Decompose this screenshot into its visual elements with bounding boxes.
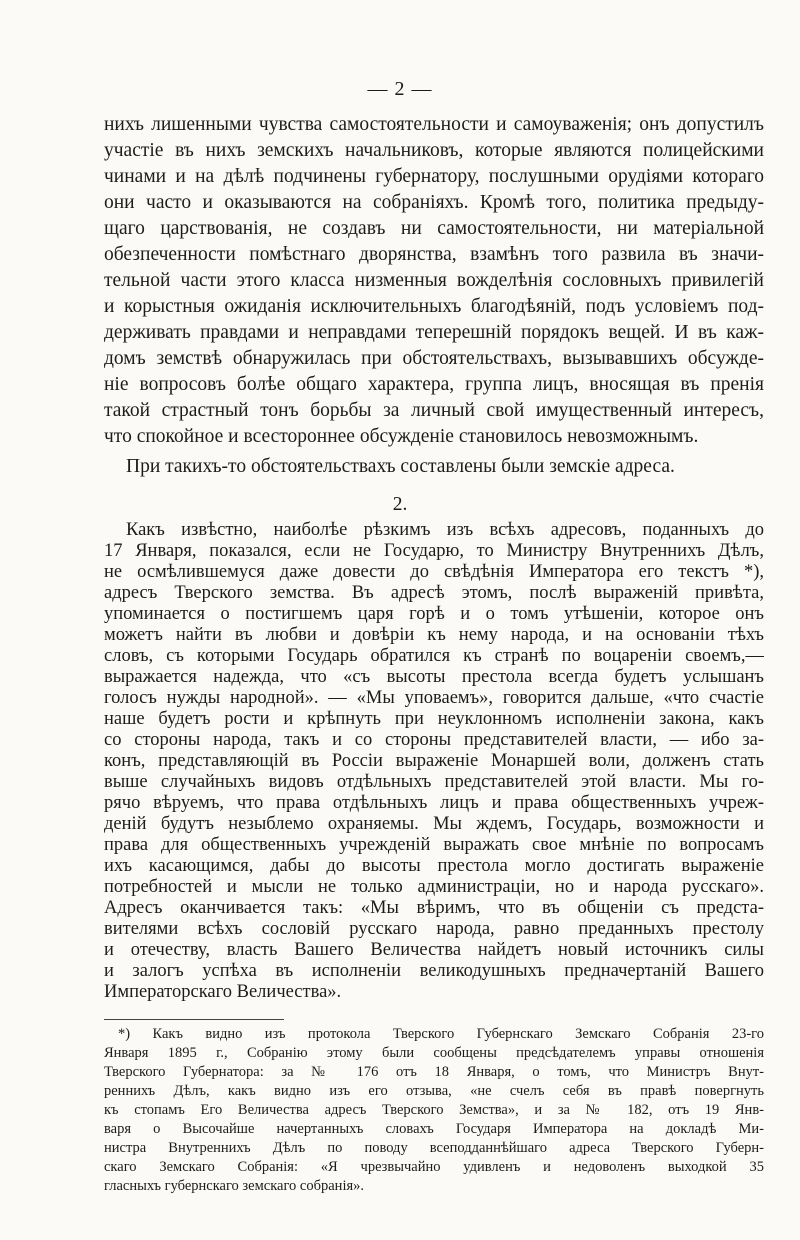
text-line: Адресъ оканчивается такъ: «Мы вѣримъ, что въ общеніи съ предста- [104,898,764,918]
footnote-divider [104,1019,284,1020]
text-line: что спокойное и всестороннее обсужденіе становилось невозможнымъ. [104,426,699,447]
text-line: деній будутъ незыблемо охраняемы. Мы ждемъ, Государь, возможности и [104,814,764,834]
text-line: участіе въ нихъ земскихъ начальниковъ, которые являются полицейскими [104,140,764,161]
text-line: и отечеству, власть Вашего Величества найдетъ новый источникъ силы [104,940,764,960]
text-line: со стороны народа, такъ и со стороны представителей власти, — ибо за- [104,730,764,750]
text-line: 17 Января, показался, если не Государю, то Министру Внутреннихъ Дѣлъ, [104,541,764,561]
text-line: не осмѣлившемуся даже довести до свѣдѣнія Императора его текстъ *), [104,562,764,582]
text-line: щаго царствованія, не создавъ ни самостоятельности, ни матеріальной [104,218,764,239]
footnote-line: Тверского Губернатора: за № 176 отъ 18 Января, о томъ, что Министръ Внут- [104,1064,764,1080]
text-line: нихъ лишенными чувства самостоятельности и самоуваженія; онъ допустилъ [104,114,764,135]
footnote-line: нистра Внутреннихъ Дѣлъ по поводу всеподданнѣйшаго адреса Тверского Губерн- [104,1140,764,1156]
text-line: Какъ извѣстно, наиболѣе рѣзкимъ изъ всѣхъ адресовъ, поданныхъ до [126,520,764,540]
text-line: словъ, съ которыми Государь обратился къ странѣ по воцареніи своемъ,— [104,646,764,666]
text-line: конъ, представляющій въ Россіи выраженіе Монаршей воли, долженъ стать [104,751,764,771]
text-line: чинами и на дѣлѣ подчинены губернатору, послушными орудіями котораго [104,166,764,187]
text-line: рячо вѣруемъ, что права отдѣльныхъ лицъ и права общественныхъ учреж- [104,793,764,813]
footnote-line: гласныхъ губернскаго земскаго собранія». [104,1178,365,1194]
footnote-line: Января 1895 г., Собранію этому были сообщены предсѣдателемъ управы отношенія [104,1045,764,1061]
text-line: и корыстныя ожиданія исключительныхъ благодѣяній, подъ условіемъ под- [104,296,764,317]
text-line: вителями всѣхъ сословій русскаго народа, равно преданныхъ престолу [104,919,764,939]
text-line: держивать правдами и неправдами теперешній порядокъ вещей. И въ каж- [104,322,764,343]
text-line: голосъ нужды народной». — «Мы уповаемъ», говорится дальше, «что счастіе [104,688,764,708]
text-line: они часто и оказываются на собраніяхъ. Кромѣ того, политика предыду- [104,192,764,213]
text-line: права для общественныхъ учрежденій выражать свое мнѣніе по вопросамъ [104,835,764,855]
page-number: — 2 — [367,78,433,100]
footnote-line: къ стопамъ Его Величества адресъ Тверского Земства», и за № 182, отъ 19 Янв- [104,1102,764,1118]
footnote-line: варя о Высочайше начертанныхъ словахъ Государя Императора на докладѣ Ми- [104,1121,764,1137]
text-line: выше случайныхъ видовъ отдѣльныхъ представителей этой власти. Мы го- [104,772,764,792]
text-line: адресъ Тверского земства. Въ адресѣ этомъ, послѣ выраженій привѣта, [104,583,764,603]
footnote-line: реннихъ Дѣлъ, какъ видно изъ его отзыва, «не счелъ себя въ правѣ повергнуть [104,1083,764,1099]
text-line: наше будетъ рости и крѣпнуть при неуклонномъ исполненіи закона, какъ [104,709,764,729]
text-line: такой страстный тонъ борьбы за личный свой имущественный интересъ, [104,400,764,421]
text-line: ніе вопросовъ болѣе общаго характера, группа лицъ, вносящая въ пренія [104,374,764,395]
footnote-line: скаго Земскаго Собранія: «Я чрезвычайно удивленъ и недоволенъ выходкой 35 [104,1159,764,1175]
text-line: обезпеченности помѣстнаго дворянства, взамѣнъ того развила въ значи- [104,244,764,265]
section-heading: 2. [392,494,408,515]
text-line: можетъ найти въ любви и довѣріи къ нему народа, и на основаніи тѣхъ [104,625,764,645]
text-line: домъ земствѣ обнаружилась при обстоятельствахъ, вызывавшихъ обсужде- [104,348,764,369]
text-line: упоминается о постигшемъ царя горѣ и о томъ утѣшеніи, которое онъ [104,604,764,624]
text-line: и залогъ успѣха въ исполненіи великодушныхъ предначертаній Вашего [104,961,764,981]
paragraph-2: При такихъ-то обстоятельствахъ составлены были земскіе адреса. [126,456,675,477]
text-line: ихъ касающимся, дабы до высоты престола могло достигать выраженіе [104,856,764,876]
text-line: Императорскаго Величества». [104,982,342,1002]
text-line: потребностей и мысли не только администраціи, но и народа русскаго». [104,877,764,897]
footnote-line: *) Какъ видно изъ протокола Тверского Губернскаго Земскаго Собранія 23-го [118,1026,764,1042]
text-line: выражается надежда, что «съ высоты престола всегда будетъ услышанъ [104,667,764,687]
text-line: тельной части этого класса низменныя вожделѣнія сословныхъ привилегій [104,270,764,291]
